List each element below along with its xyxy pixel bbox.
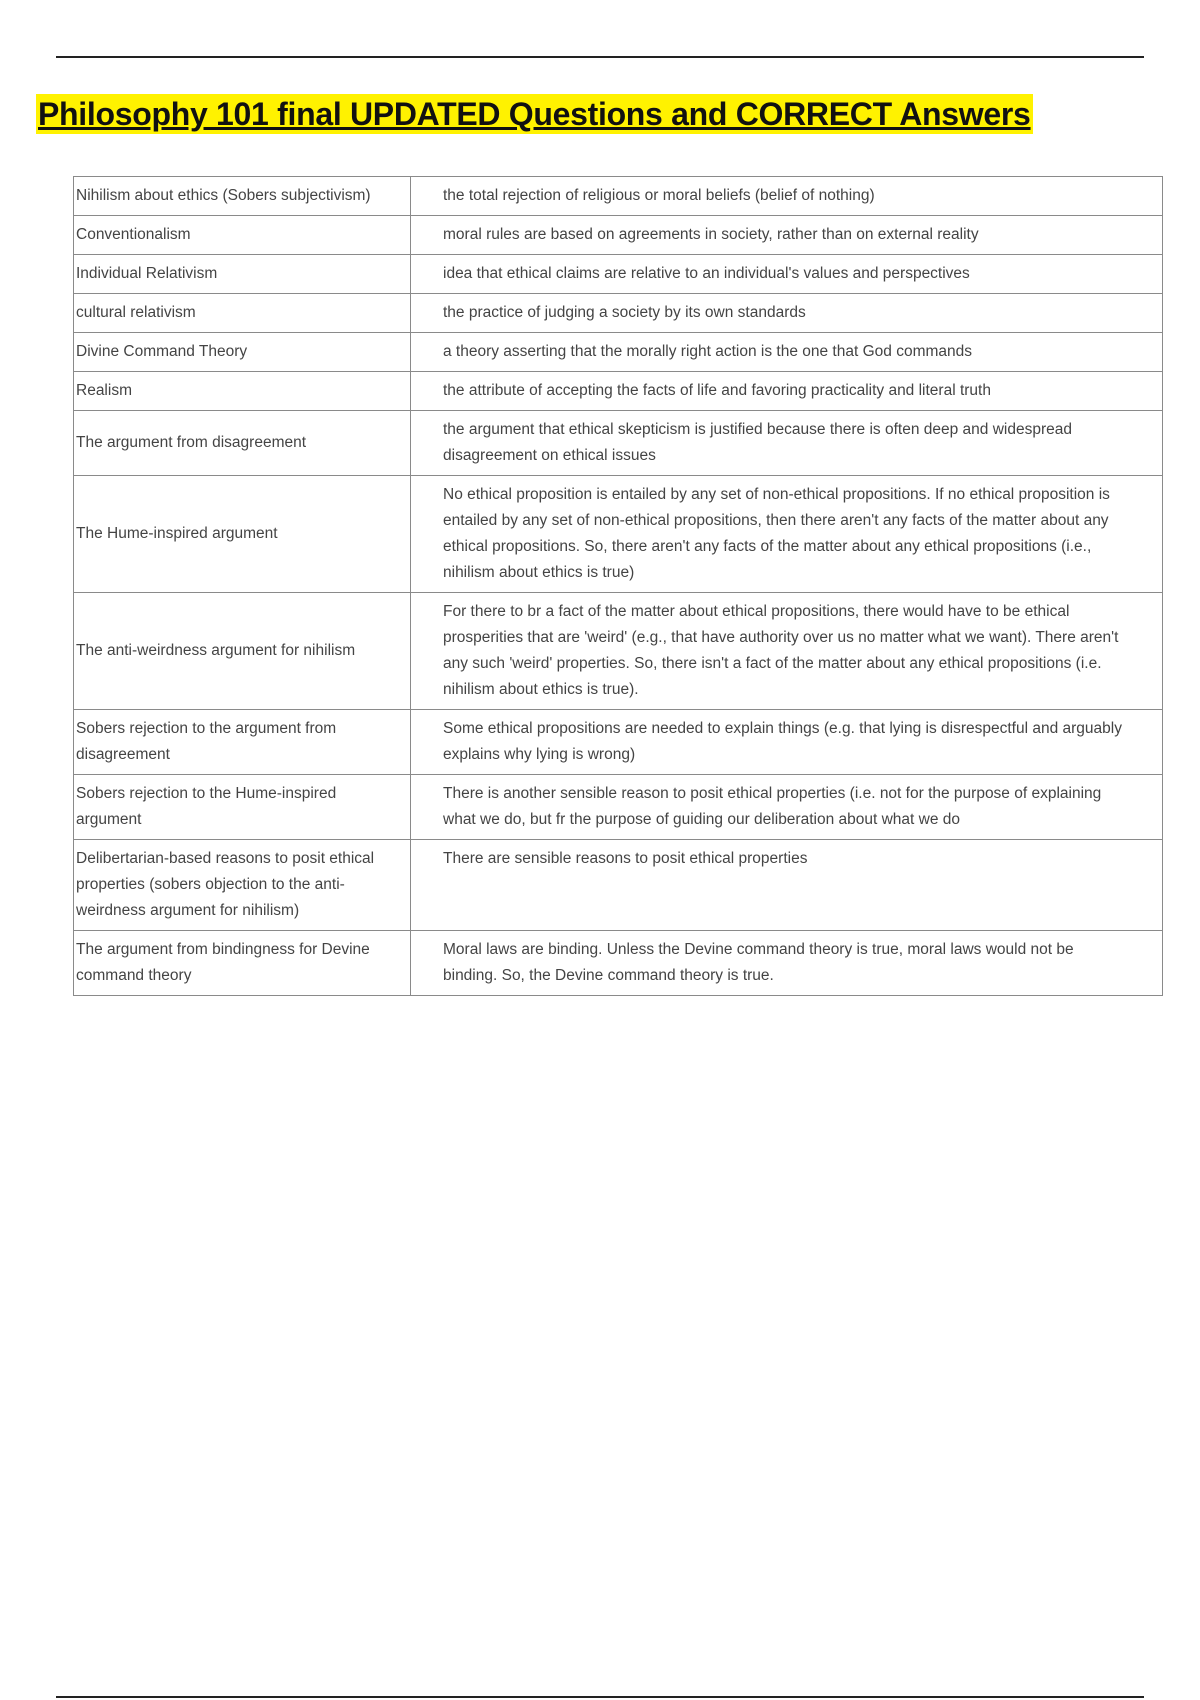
definition-cell: No ethical proposition is entailed by any set of non-ethical propositions. If no ethical proposition is entailed by any set of non-ethical propositions, then there aren't any facts of the matter about any ethical propositions. So, there aren't any facts of the matter about any ethical propositions (i.e., nihilism about ethics is true) [411,476,1163,593]
definition-cell: Some ethical propositions are needed to explain things (e.g. that lying is disrespectful and arguably explains why lying is wrong) [411,710,1163,775]
term-cell: Individual Relativism [74,255,411,294]
definition-cell: moral rules are based on agreements in society, rather than on external reality [411,216,1163,255]
table-row [74,177,1163,216]
definition-cell: the practice of judging a society by its own standards [411,294,1163,333]
top-rule [56,56,1144,58]
table-row [74,593,1163,710]
term-cell: The argument from disagreement [74,411,411,476]
definition-cell: Moral laws are binding. Unless the Devine command theory is true, moral laws would not be binding. So, the Devine command theory is true. [411,931,1163,996]
term-cell: cultural relativism [74,294,411,333]
table-row [74,710,1163,775]
term-cell: Realism [74,372,411,411]
definition-cell: idea that ethical claims are relative to an individual's values and perspectives [411,255,1163,294]
definition-cell: the total rejection of religious or moral beliefs (belief of nothing) [411,177,1163,216]
term-cell: Sobers rejection to the argument from disagreement [74,710,411,775]
term-cell: Conventionalism [74,216,411,255]
definition-cell: the argument that ethical skepticism is justified because there is often deep and widespread disagreement on ethical issues [411,411,1163,476]
bottom-rule [56,1696,1144,1698]
term-cell: Nihilism about ethics (Sobers subjectivism) [74,177,411,216]
qa-table [73,176,1163,996]
table-row [74,294,1163,333]
table-row [74,216,1163,255]
definition-cell: There is another sensible reason to posit ethical properties (i.e. not for the purpose of explaining what we do, but fr the purpose of guiding our deliberation about what we do [411,775,1163,840]
definition-cell: There are sensible reasons to posit ethical properties [411,840,1163,931]
definition-cell: the attribute of accepting the facts of life and favoring practicality and literal truth [411,372,1163,411]
table-row [74,255,1163,294]
term-cell: Sobers rejection to the Hume-inspired argument [74,775,411,840]
term-cell: The anti-weirdness argument for nihilism [74,593,411,710]
table-row [74,476,1163,593]
term-cell: Divine Command Theory [74,333,411,372]
table-row [74,411,1163,476]
term-cell: The argument from bindingness for Devine command theory [74,931,411,996]
table-row [74,333,1163,372]
term-cell: The Hume-inspired argument [74,476,411,593]
document-title: Philosophy 101 final UPDATED Questions and CORRECT Answers [38,96,1031,132]
table-row [74,931,1163,996]
table-row [74,372,1163,411]
table-row [74,775,1163,840]
term-cell: Delibertarian-based reasons to posit ethical properties (sobers objection to the anti-weirdness argument for nihilism) [74,840,411,931]
table-row [74,840,1163,931]
definition-cell: a theory asserting that the morally right action is the one that God commands [411,333,1163,372]
definition-cell: For there to br a fact of the matter about ethical propositions, there would have to be ethical prosperities that are 'weird' (e.g., that have authority over us no matter what we want). There aren't any such 'weird' properties. So, there isn't a fact of the matter about any ethical propositions (i.e. nihilism about ethics is true). [411,593,1163,710]
